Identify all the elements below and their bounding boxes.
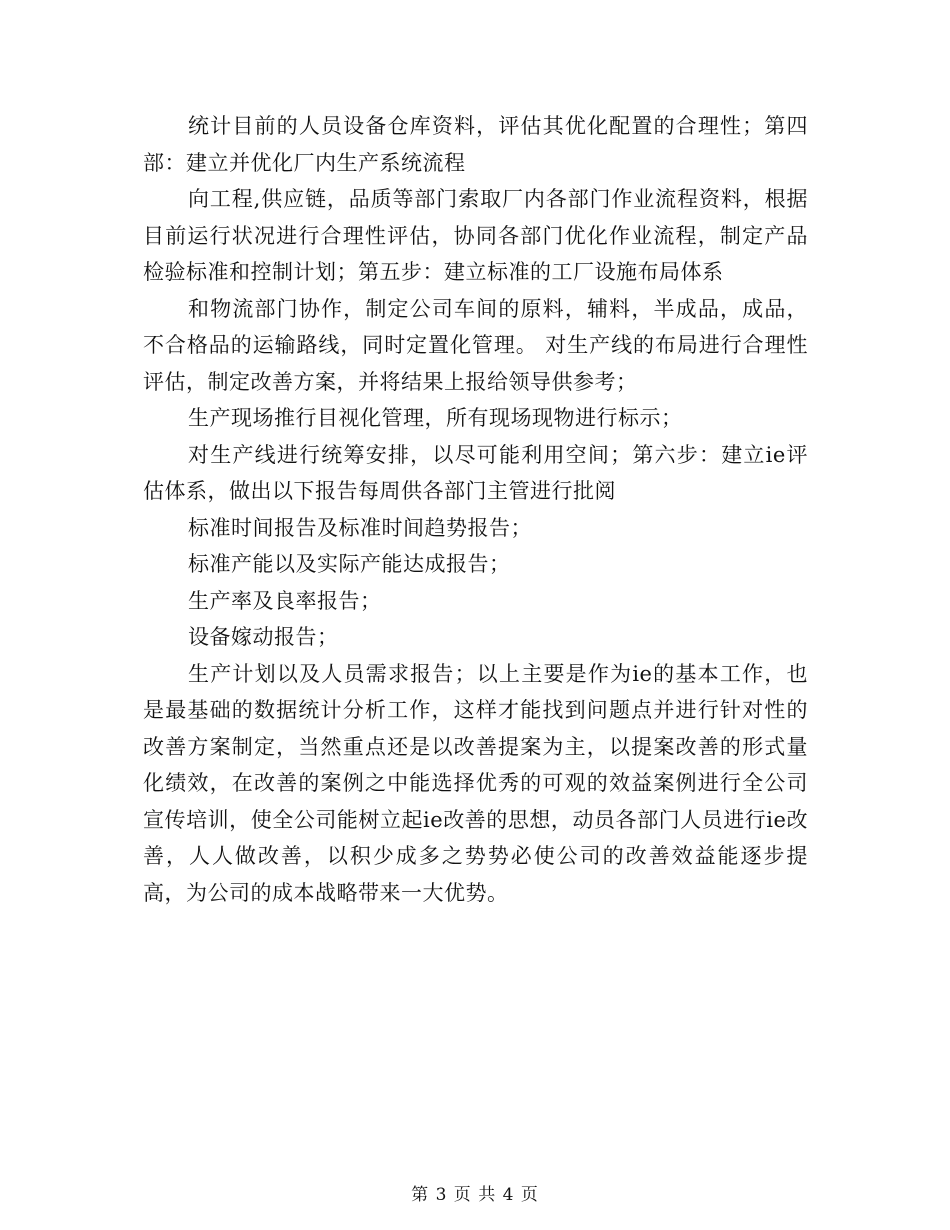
paragraph-step-four: 统计目前的人员设备仓库资料，评估其优化配置的合理性；第四部：建立并优化厂内生产系统流程 [143, 114, 808, 175]
paragraph-step-six: 对生产线进行统筹安排，以尽可能利用空间；第六步：建立ie评估体系，做出以下报告每周供各部门主管进行批阅 [143, 442, 808, 503]
paragraph-logistics: 和物流部门协作，制定公司车间的原料，辅料，半成品，成品，不合格品的运输路线，同时定置化管理。 对生产线的布局进行合理性评估，制定改善方案，并将结果上报给领导供参考； [143, 296, 808, 394]
list-item-capacity-report: 标准产能以及实际产能达成报告； [188, 552, 511, 576]
page-number-footer: 第 3 页 共 4 页 [411, 1185, 539, 1205]
list-item-equipment-report: 设备嫁动报告； [188, 625, 339, 649]
paragraph-visual-management: 生产现场推行目视化管理，所有现场现物进行标示； [188, 406, 683, 430]
paragraph-conclusion: 生产计划以及人员需求报告；以上主要是作为ie的基本工作，也是最基础的数据统计分析工作，这样才能找到问题点并进行针对性的改善方案制定，当然重点还是以改善提案为主，以提案改善的形式量化绩效，在改善的案例之中能选择优秀的可观的效益案例进行全公司宣传培训，使全公司能树立起ie改善的思想，动员各部门人员进行ie改善，人人做改善，以积少成多之势势必使公司的改善效益能逐步提高，为公司的成本战略带来一大优势。 [143, 661, 808, 905]
paragraph-step-five: 向工程,供应链，品质等部门索取厂内各部门作业流程资料，根据目前运行状况进行合理性评估，协同各部门优化作业流程，制定产品检验标准和控制计划；第五步：建立标准的工厂设施布局体系 [143, 187, 808, 284]
list-item-yield-report: 生产率及良率报告； [188, 588, 382, 613]
list-item-standard-time-report: 标准时间报告及标准时间趋势报告； [188, 515, 532, 540]
document-body [143, 108, 808, 911]
